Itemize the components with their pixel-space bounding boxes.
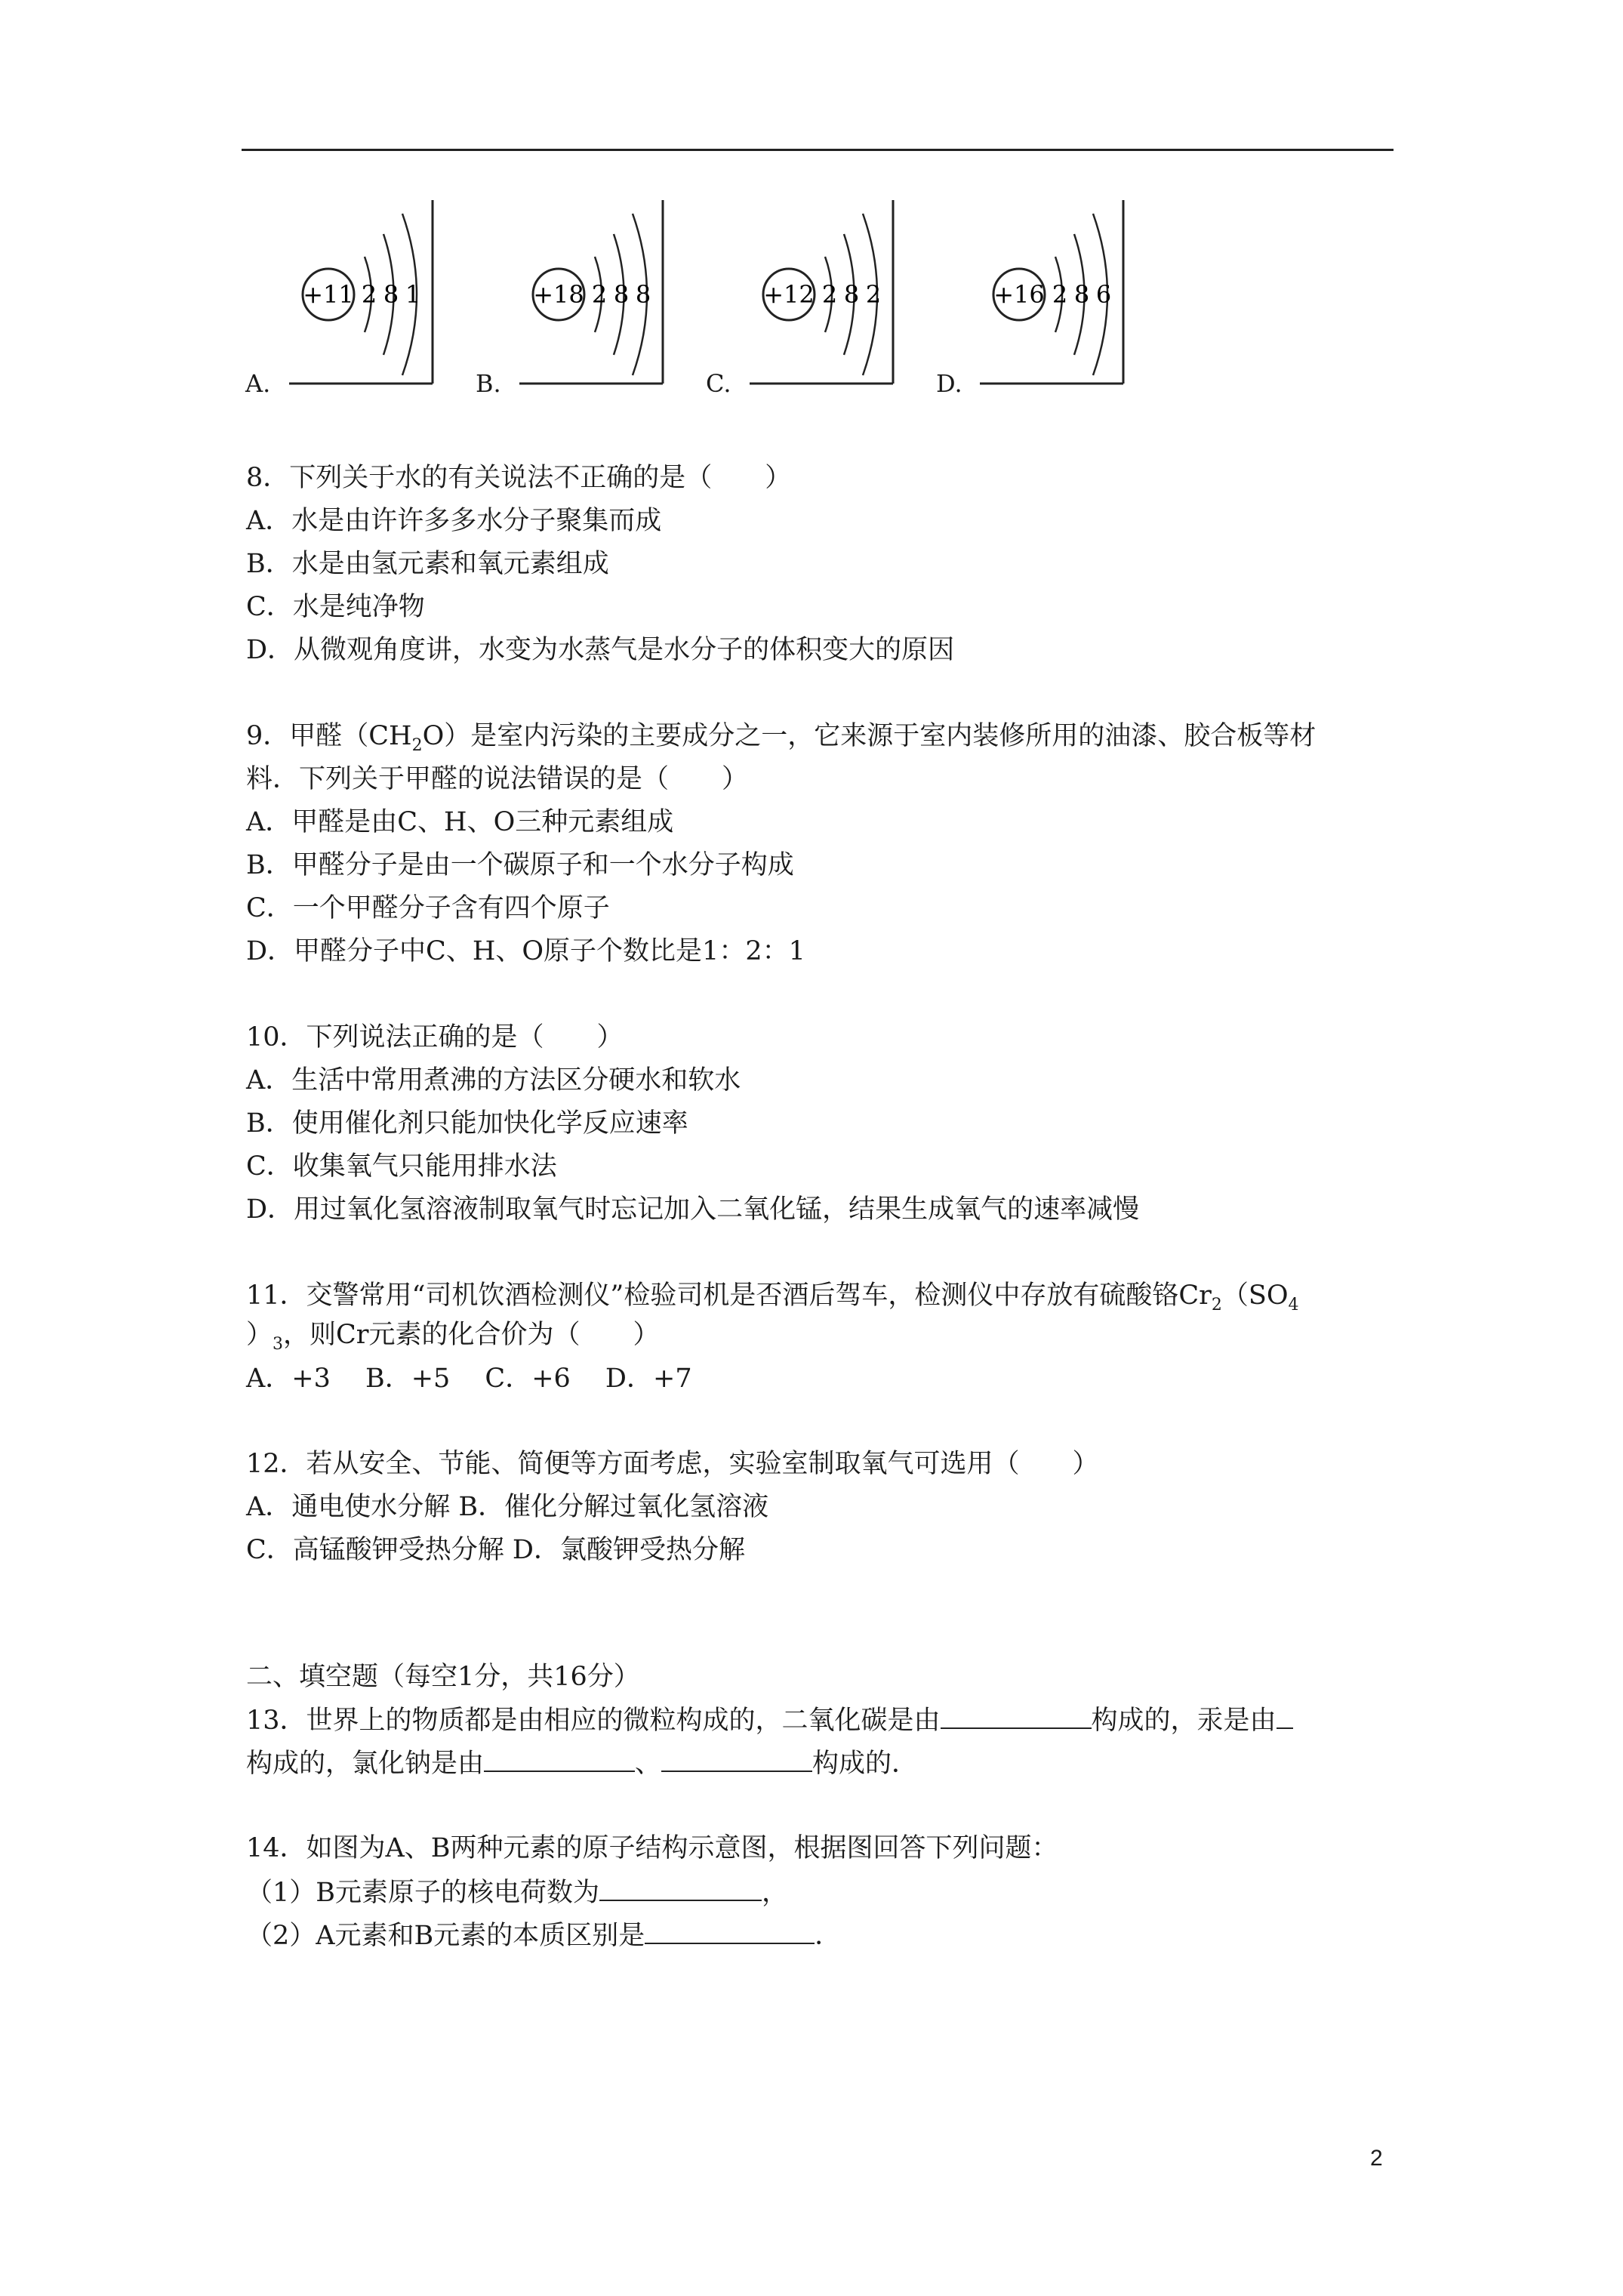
q14-part1: （1）B元素原子的核电荷数为 ， [246,1874,788,1910]
nucleus-charge: +16 [993,280,1045,309]
q9-stem-line2: 料．下列关于甲醛的说法错误的是（ ） [246,764,749,794]
diagram-b [476,193,694,404]
shell-electrons: 1 [405,280,421,309]
shell-electrons: 8 [383,280,399,309]
answer-blank[interactable] [1277,1702,1293,1729]
q10-option-b: B．使用催化剂只能加快化学反应速率 [246,1108,688,1139]
q9-option-a: A．甲醛是由C、H、O三种元素组成 [246,807,674,837]
section-heading: 二、填空题（每空1分，共16分） [246,1662,640,1692]
q11-stem-line2: ）$_3$，则Cr元素的化合价为（ ） [246,1320,660,1354]
q12-stem: 12．若从安全、节能、简便等方面考虑，实验室制取氧气可选用（ ） [246,1449,1099,1479]
answer-blank[interactable] [661,1745,812,1772]
q11-stem: 11．交警常用“司机饮酒检测仪”检验司机是否酒后驾车，检测仪中存放有硫酸铬$Cr_2(SO_4$ [246,1281,1299,1314]
answer-blank[interactable] [645,1917,815,1944]
q13-line2: 构成的，氯化钠是由 、 构成的． [246,1745,918,1781]
q10-option-a: A．生活中常用煮沸的方法区分硬水和软水 [246,1065,741,1096]
q9-option-c: C．一个甲醛分子含有四个原子 [246,893,610,923]
q10-stem: 10．下列说法正确的是（ ） [246,1022,624,1052]
answer-blank[interactable] [599,1874,762,1901]
shell-electrons: 8 [1073,280,1090,309]
q9-option-b: B．甲醛分子是由一个碳原子和一个水分子构成 [246,850,794,880]
shell-electrons: 8 [843,280,860,309]
answer-blank[interactable] [941,1702,1092,1729]
atom-structure-diagram [289,193,470,389]
q9-option-d: D．甲醛分子中C、H、O原子个数比是1：2：1 [246,936,805,966]
diagram-a [245,193,464,404]
q8-option-d: D．从微观角度讲，水变为水蒸气是水分子的体积变大的原因 [246,635,955,665]
option-letter: D. [936,369,962,398]
option-letter: A. [245,369,271,398]
q8-stem: 8．下列关于水的有关说法不正确的是（ ） [246,463,792,493]
nucleus-charge: +12 [763,280,815,309]
shell-electrons: 8 [613,280,630,309]
page-number: 2 [1370,2146,1383,2171]
diagram-d [936,193,1155,404]
nucleus-charge: +18 [533,280,584,309]
shell-electrons: 8 [635,280,651,309]
q9-stem: 9．甲醛$(CH_2O)$是室内污染的主要成分之一，它来源于室内装修所用的油漆、胶合板等材 [246,721,1317,755]
header-rule [242,149,1394,151]
answer-blank[interactable] [484,1745,635,1772]
option-letter: B. [476,369,501,398]
atom-structure-diagram [519,193,701,389]
q14-stem: 14．如图为A、B两种元素的原子结构示意图，根据图回答下列问题： [246,1833,1058,1863]
atom-structure-diagram [750,193,931,389]
atom-diagrams [245,193,1393,404]
shell-electrons: 2 [591,280,608,309]
shell-electrons: 2 [1052,280,1068,309]
q10-option-c: C．收集氧气只能用排水法 [246,1151,557,1182]
q8-option-a: A．水是由许许多多水分子聚集而成 [246,506,662,536]
q13-line1: 13．世界上的物质都是由相应的微粒构成的，二氧化碳是由 构成的，汞是由 [246,1702,1293,1738]
q11-options: A．+3 B．+5 C．+6 D．+7 [246,1364,692,1394]
q12-options-cd: C．高锰酸钾受热分解 D．氯酸钾受热分解 [246,1535,745,1565]
q12-options-ab: A．通电使水分解 B．催化分解过氧化氢溶液 [246,1492,769,1522]
shell-electrons: 2 [361,280,377,309]
q10-option-d: D．用过氧化氢溶液制取氧气时忘记加入二氧化锰，结果生成氧气的速率减慢 [246,1194,1140,1225]
shell-electrons: 2 [865,280,882,309]
nucleus-charge: +11 [303,280,354,309]
shell-electrons: 2 [821,280,838,309]
q8-option-b: B．水是由氢元素和氧元素组成 [246,549,609,579]
atom-structure-diagram [980,193,1161,389]
diagram-c [706,193,925,404]
q14-part2: （2）A元素和B元素的本质区别是 ． [246,1917,841,1953]
shell-electrons: 6 [1095,280,1112,309]
q8-option-c: C．水是纯净物 [246,592,425,622]
option-letter: C. [706,369,731,398]
